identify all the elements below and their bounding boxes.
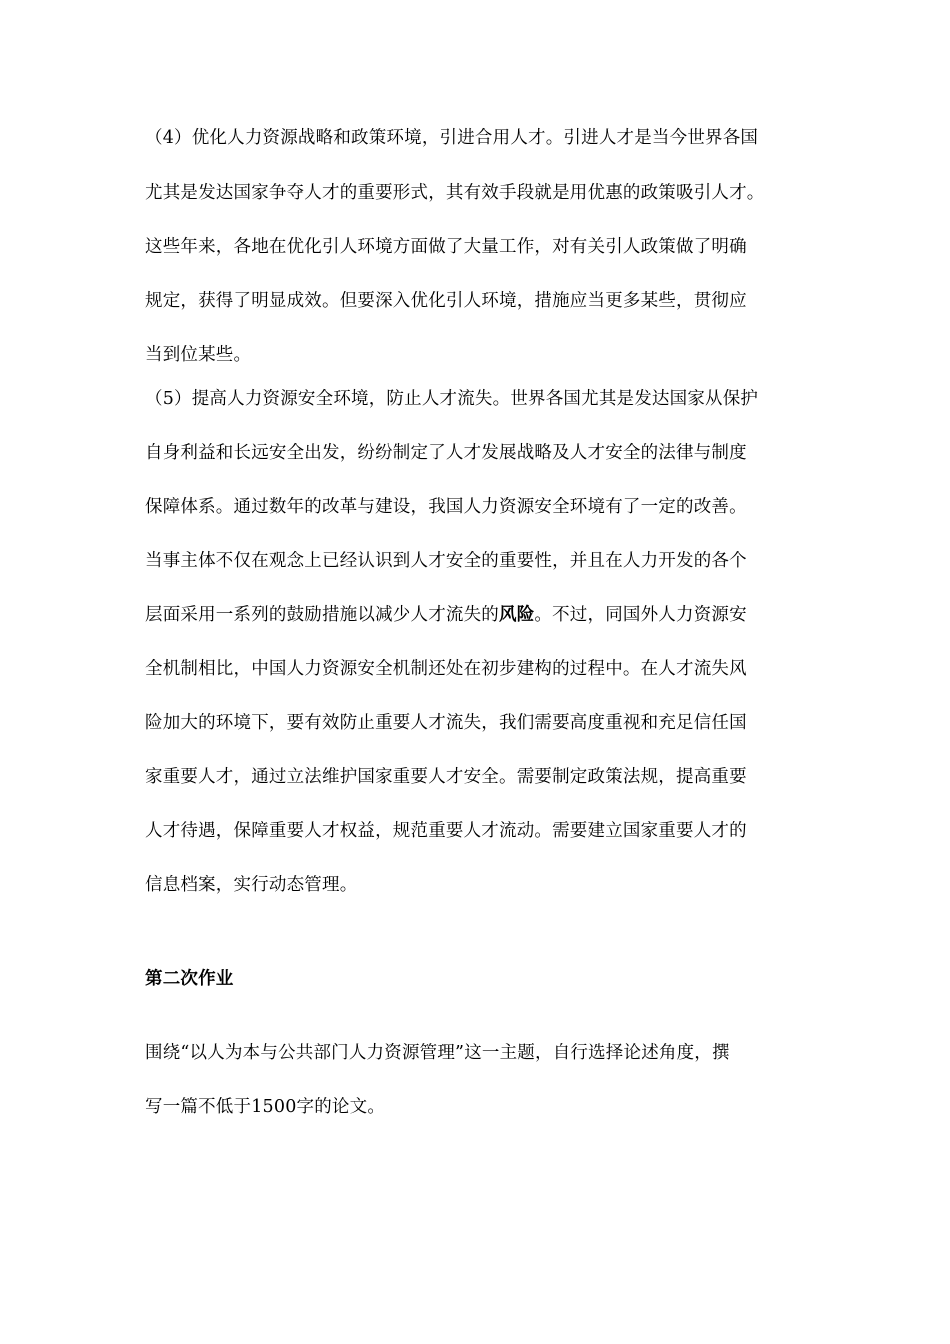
section5-line-3: 保障体系。通过数年的改革与建设，我国人力资源安全环境有了一定的改善。: [145, 497, 747, 517]
section5-line-8: 家重要人才，通过立法维护国家重要人才安全。需要制定政策法规，提高重要: [145, 767, 747, 787]
section5-line-5-after: 。不过，同国外人力资源安: [534, 605, 747, 625]
homework-line-2: 写一篇不低于1500字的论文。: [145, 1097, 386, 1117]
section5-line-7: 险加大的环境下，要有效防止重要人才流失，我们需要高度重视和充足信任国: [145, 713, 747, 733]
section5-line-5-before: 层面采用一系列的鼓励措施以减少人才流失的: [145, 605, 499, 625]
section5-line-9: 人才待遇，保障重要人才权益，规范重要人才流动。需要建立国家重要人才的: [145, 821, 747, 841]
section5-line-6: 全机制相比，中国人力资源安全机制还处在初步建构的过程中。在人才流失风: [145, 659, 747, 679]
homework-line-1: 围绕“以人为本与公共部门人力资源管理”这一主题，自行选择论述角度，撰: [145, 1043, 730, 1063]
section4-line-1: （4）优化人力资源战略和政策环境，引进合用人才。引进人才是当今世界各国: [145, 128, 759, 148]
section4-line-5: 当到位某些。: [145, 345, 252, 365]
section4-line-4: 规定，获得了明显成效。但要深入优化引人环境，措施应当更多某些，贯彻应: [145, 291, 747, 311]
section5-line-10: 信息档案，实行动态管理。: [145, 875, 358, 895]
section4-line-3: 这些年来，各地在优化引人环境方面做了大量工作，对有关引人政策做了明确: [145, 237, 747, 257]
section5-line-4: 当事主体不仅在观念上已经认识到人才安全的重要性，并且在人力开发的各个: [145, 551, 747, 571]
section5-line-2: 自身利益和长远安全出发，纷纷制定了人才发展战略及人才安全的法律与制度: [145, 443, 747, 463]
section5-line-5: [145, 603, 825, 627]
homework-heading: 第二次作业: [145, 969, 234, 989]
bold-term-risk: 风险: [499, 605, 535, 625]
section4-line-2: 尤其是发达国家争夺人才的重要形式，其有效手段就是用优惠的政策吸引人才。: [145, 183, 765, 203]
section5-line-1: （5）提高人力资源安全环境，防止人才流失。世界各国尤其是发达国家从保护: [145, 389, 759, 409]
